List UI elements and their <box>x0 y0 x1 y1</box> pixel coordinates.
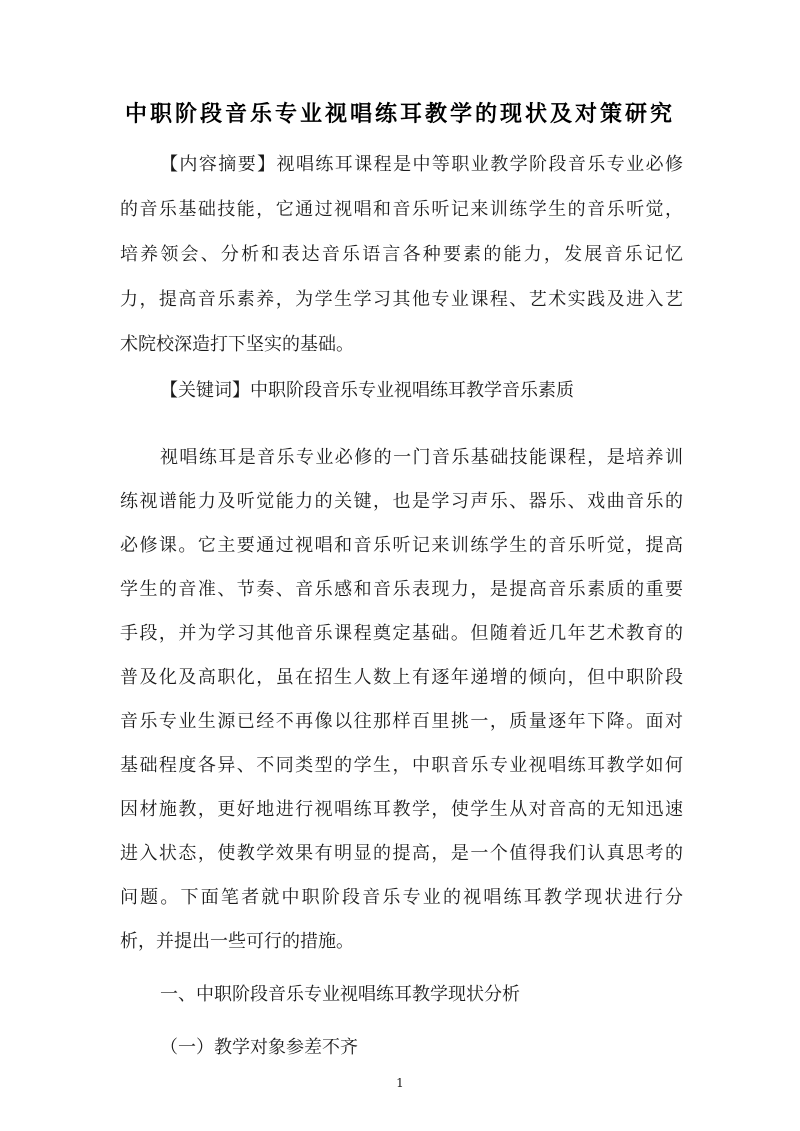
keywords-line: 【关键词】中职阶段音乐专业视唱练耳教学音乐素质 <box>160 380 574 401</box>
section-heading: 一、中职阶段音乐专业视唱练耳教学现状分析 <box>160 984 520 1005</box>
body-line: 学生的音准、节奏、音乐感和音乐表现力，是提高音乐素质的重要 <box>120 579 683 600</box>
body-line: 因材施教，更好地进行视唱练耳教学，使学生从对音高的无知迅速 <box>120 799 683 820</box>
body-line: 必修课。它主要通过视唱和音乐听记来训练学生的音乐听觉，提高 <box>120 535 683 556</box>
body-line: 音乐专业生源已经不再像以往那样百里挑一，质量逐年下降。面对 <box>120 711 683 732</box>
body-line: 手段，并为学习其他音乐课程奠定基础。但随着近几年艺术教育的 <box>120 623 683 644</box>
abstract-line: 【内容摘要】视唱练耳课程是中等职业教学阶段音乐专业必修 <box>160 154 683 175</box>
body-line: 练视谱能力及听觉能力的关键，也是学习声乐、器乐、戏曲音乐的 <box>120 491 683 512</box>
abstract-line: 的音乐基础技能，它通过视唱和音乐听记来训练学生的音乐听觉， <box>120 199 683 220</box>
body-line: 进入状态，使教学效果有明显的提高，是一个值得我们认真思考的 <box>120 843 683 864</box>
abstract-line: 术院校深造打下坚实的基础。 <box>120 334 354 355</box>
abstract-line: 培养领会、分析和表达音乐语言各种要素的能力，发展音乐记忆 <box>120 244 683 265</box>
page-number: 1 <box>396 1076 404 1090</box>
body-line: 基础程度各异、不同类型的学生，中职音乐专业视唱练耳教学如何 <box>120 755 683 776</box>
subsection-heading: （一）教学对象参差不齐 <box>160 1037 358 1058</box>
body-line: 问题。下面笔者就中职阶段音乐专业的视唱练耳教学现状进行分 <box>120 887 683 908</box>
abstract-line: 力，提高音乐素养，为学生学习其他专业课程、艺术实践及进入艺 <box>120 289 683 310</box>
body-line: 视唱练耳是音乐专业必修的一门音乐基础技能课程，是培养训 <box>160 447 683 468</box>
body-line: 析，并提出一些可行的措施。 <box>120 931 354 952</box>
body-line: 普及化及高职化，虽在招生人数上有逐年递增的倾向，但中职阶段 <box>120 667 683 688</box>
document-title: 中职阶段音乐专业视唱练耳教学的现状及对策研究 <box>124 102 675 127</box>
